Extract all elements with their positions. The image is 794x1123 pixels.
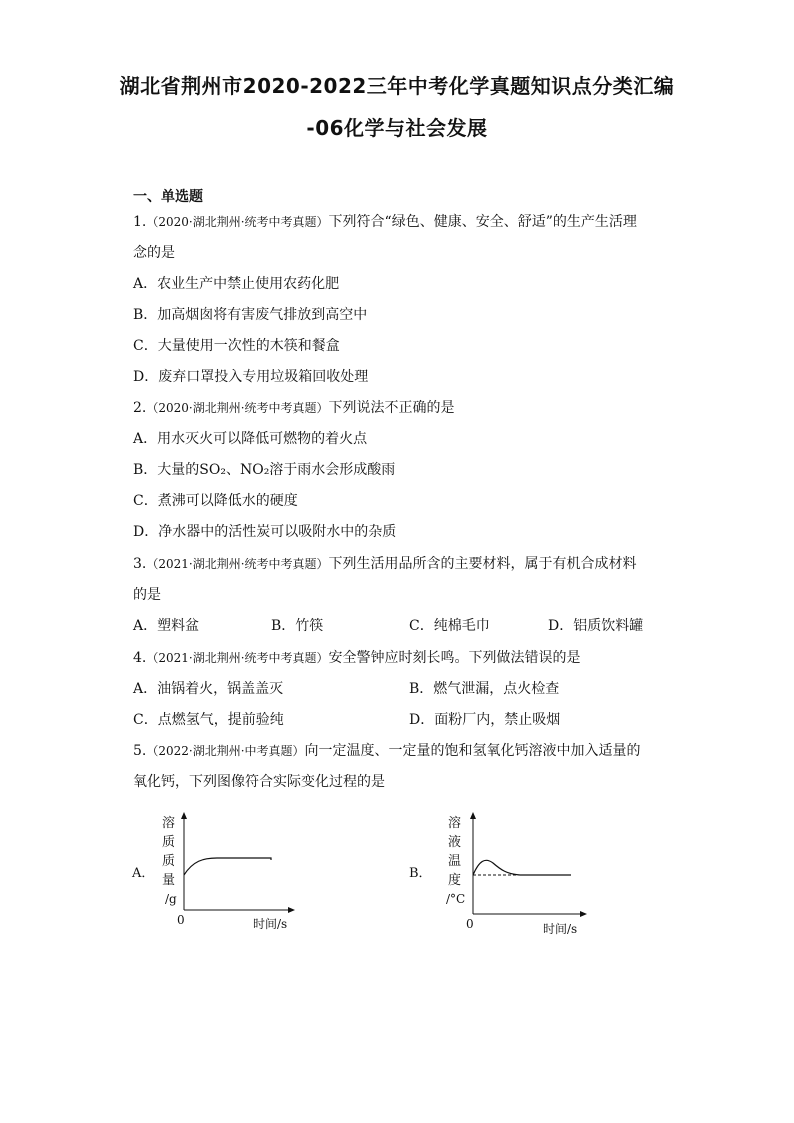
temperature-curve bbox=[473, 860, 571, 875]
solute-mass-curve bbox=[184, 858, 271, 875]
question-source: （2021·湖北荆州·统考中考真题） bbox=[146, 557, 329, 571]
x-axis-label: 时间/s bbox=[253, 917, 288, 931]
y-axis-label-char: 量 bbox=[162, 873, 176, 888]
question-1-option-c: C．大量使用一次性的木筷和餐盒 bbox=[133, 338, 340, 354]
question-1-option-b: B．加高烟囱将有害废气排放到高空中 bbox=[133, 307, 368, 323]
question-number: 1. bbox=[133, 214, 147, 230]
y-axis-label-char: 溶 bbox=[162, 816, 176, 831]
question-text: 下列生活用品所含的主要材料，属于有机合成材料 bbox=[328, 556, 637, 572]
y-axis-label-unit: /g bbox=[165, 892, 177, 906]
question-source: （2021·湖北荆州·统考中考真题） bbox=[146, 651, 329, 665]
question-2-option-d: D．净水器中的活性炭可以吸附水中的杂质 bbox=[133, 524, 397, 540]
option-a-graph bbox=[125, 805, 325, 940]
option-a-label: A． bbox=[132, 866, 155, 881]
question-3-option-d: D．铝质饮料罐 bbox=[548, 618, 644, 634]
question-text: 向一定温度、一定量的饱和氢氧化钙溶液中加入适量的 bbox=[304, 743, 641, 759]
x-axis-arrow bbox=[580, 911, 587, 917]
question-number: 5. bbox=[133, 743, 147, 759]
y-axis-arrow bbox=[470, 812, 476, 819]
question-source: （2022·湖北荆州·中考真题） bbox=[146, 744, 305, 758]
question-3-stem-cont: 的是 bbox=[133, 587, 161, 603]
question-number: 4. bbox=[133, 650, 147, 666]
question-number: 2. bbox=[133, 400, 147, 416]
y-axis-label-unit: /°C bbox=[446, 892, 466, 906]
option-b-label: B． bbox=[409, 866, 432, 881]
option-b-graph bbox=[405, 805, 615, 940]
question-2-option-b: B．大量的SO₂、NO₂溶于雨水会形成酸雨 bbox=[133, 462, 396, 478]
y-axis-label-char: 度 bbox=[448, 873, 462, 888]
question-1-option-a: A．农业生产中禁止使用农药化肥 bbox=[133, 276, 340, 292]
question-number: 3. bbox=[133, 556, 147, 572]
question-4-option-b: B．燃气泄漏，点火检查 bbox=[409, 681, 560, 697]
y-axis-label-char: 质 bbox=[162, 854, 176, 869]
question-4-option-d: D．面粉厂内，禁止吸烟 bbox=[409, 712, 561, 728]
question-3-option-c: C．纯棉毛巾 bbox=[409, 618, 490, 634]
question-1-stem-cont: 念的是 bbox=[133, 245, 175, 261]
question-3-option-a: A．塑料盆 bbox=[133, 618, 200, 634]
question-text: 下列符合“绿色、健康、安全、舒适”的生产生活理 bbox=[328, 214, 637, 230]
origin-label: 0 bbox=[466, 917, 474, 931]
question-4-option-a: A．油锅着火，锅盖盖灭 bbox=[133, 681, 284, 697]
question-source: （2020·湖北荆州·统考中考真题） bbox=[146, 401, 329, 415]
document-title-line1: 湖北省荆州市2020-2022三年中考化学真题知识点分类汇编 bbox=[119, 74, 675, 98]
question-1-option-d: D．废弃口罩投入专用垃圾箱回收处理 bbox=[133, 369, 369, 385]
document-title-line2: -06化学与社会发展 bbox=[306, 116, 488, 140]
question-1-stem bbox=[133, 213, 637, 231]
x-axis-label: 时间/s bbox=[543, 922, 578, 936]
question-2-option-c: C．煮沸可以降低水的硬度 bbox=[133, 493, 298, 509]
question-5-stem bbox=[133, 742, 641, 760]
y-axis-label-char: 液 bbox=[448, 835, 462, 850]
x-axis-arrow bbox=[288, 907, 295, 913]
question-2-stem bbox=[133, 399, 455, 417]
question-2-option-a: A．用水灭火可以降低可燃物的着火点 bbox=[133, 431, 368, 447]
question-text: 安全警钟应时刻长鸣。下列做法错误的是 bbox=[328, 650, 581, 666]
question-5-stem-cont: 氧化钙，下列图像符合实际变化过程的是 bbox=[133, 774, 385, 790]
y-axis-label-char: 溶 bbox=[448, 816, 462, 831]
question-text: 下列说法不正确的是 bbox=[328, 400, 455, 416]
question-3-stem bbox=[133, 555, 637, 573]
question-source: （2020·湖北荆州·统考中考真题） bbox=[146, 215, 329, 229]
y-axis-label-char: 质 bbox=[162, 835, 176, 850]
question-3-option-b: B．竹筷 bbox=[271, 618, 324, 634]
y-axis-arrow bbox=[181, 812, 187, 819]
question-4-stem bbox=[133, 649, 581, 667]
origin-label: 0 bbox=[177, 913, 185, 927]
question-4-option-c: C．点燃氢气，提前验纯 bbox=[133, 712, 284, 728]
y-axis-label-char: 温 bbox=[448, 854, 462, 869]
section-heading: 一、单选题 bbox=[133, 189, 203, 205]
